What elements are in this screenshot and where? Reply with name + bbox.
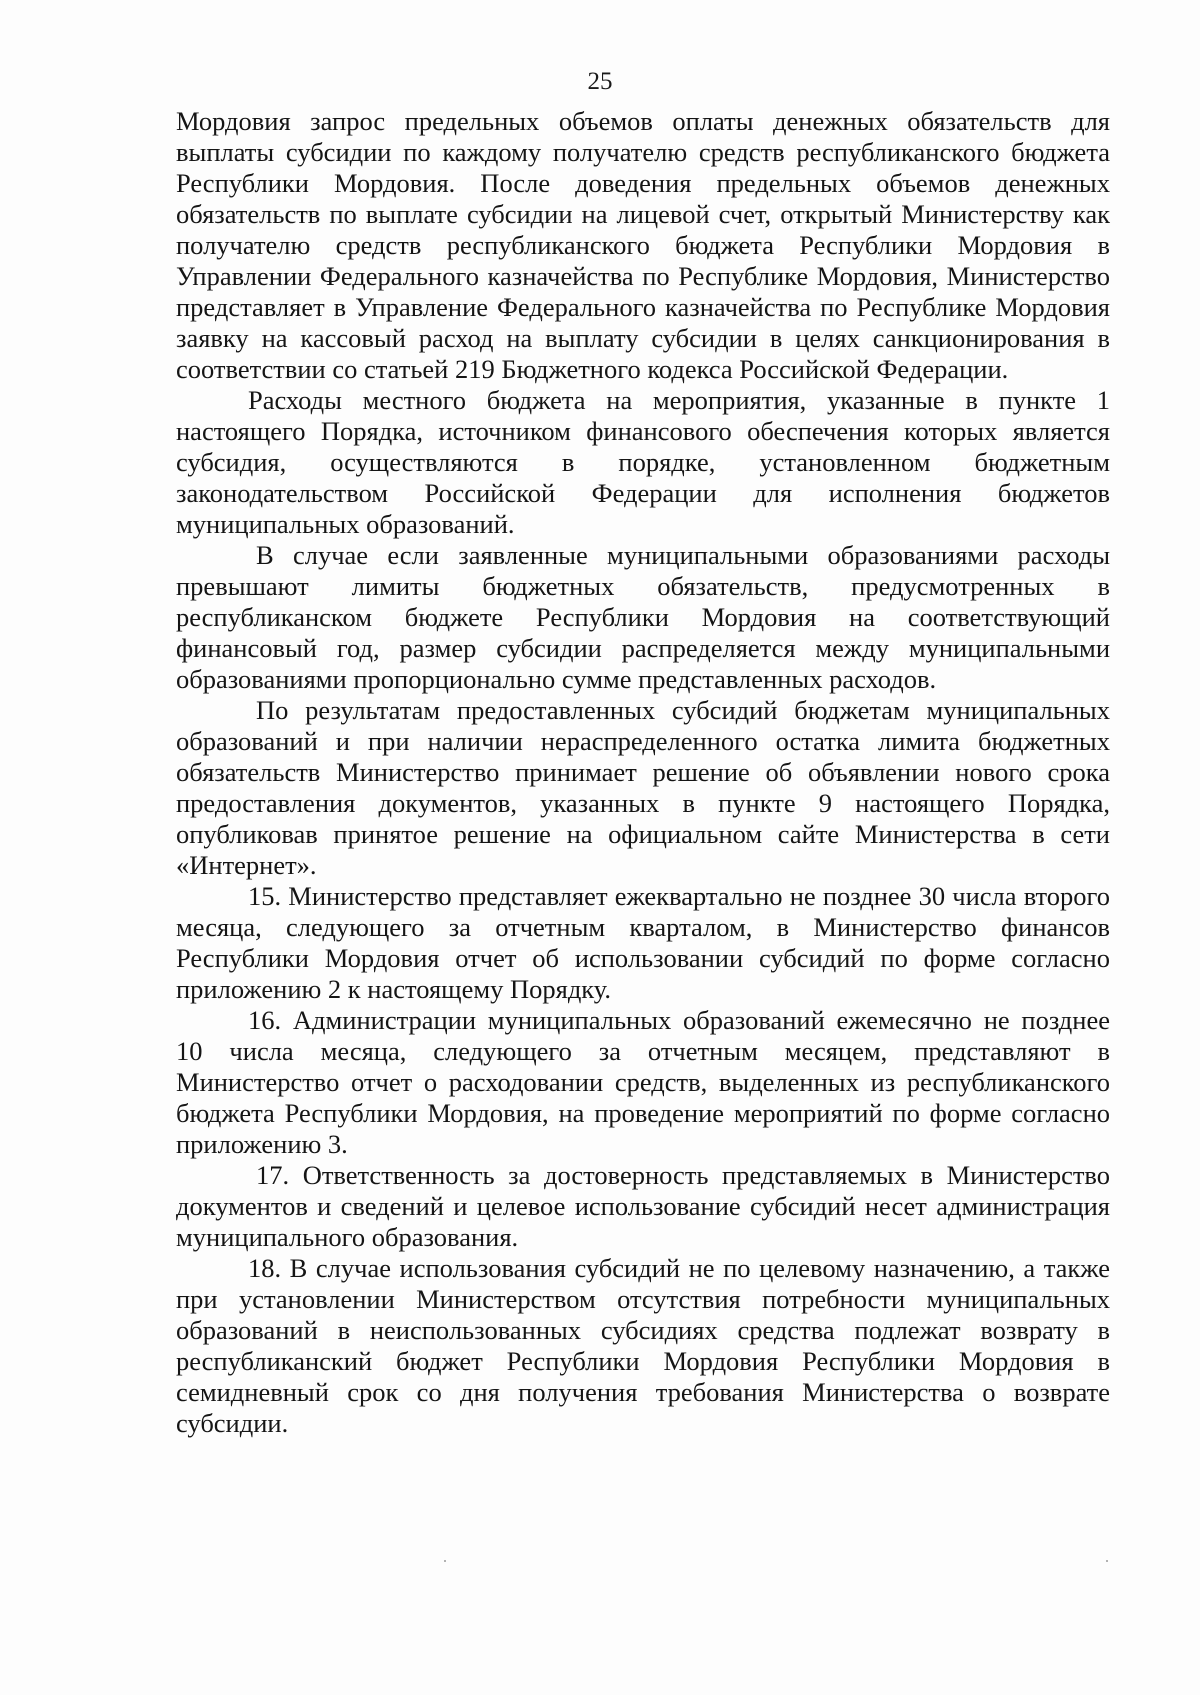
page-number: 25 (587, 68, 613, 95)
scan-speck (1106, 1560, 1108, 1562)
paragraph-item-18: 18. В случае использования субсидий не по целевому назначению, а также при установлении Министерством отсутствия потребности муниципальных образований в неиспользованных субсидиях средства подлежат возврату в республиканский бюджет Республики Мордовия Республики Мордовия в семидневный срок со дня получения требования Министерства о возврате субсидии. (176, 1253, 1110, 1438)
paragraph-item-15: 15. Министерство представляет ежеквартально не позднее 30 числа второго месяца, следующего за отчетным кварталом, в Министерство финансов Республики Мордовия отчет об использовании субсидий по форме согласно приложению 2 к настоящему Порядку. (176, 881, 1110, 1004)
scan-speck (444, 1560, 446, 1562)
paragraph-new-submission-term: По результатам предоставленных субсидий бюджетам муниципальных образований и при наличии нераспределенного остатка лимита бюджетных обязательств Министерство принимает решение об объявлении нового срока предоставления документов, указанных в пункте 9 настоящего Порядка, опубликовав принятое решение на официальном сайте Министерства в сети «Интернет». (176, 695, 1110, 880)
paragraph-local-budget: Расходы местного бюджета на мероприятия, указанные в пункте 1 настоящего Порядка, источником финансового обеспечения которых является субсидия, осуществляются в порядке, установленном бюджетным законодательством Российской Федерации для исполнения бюджетов муниципальных образований. (176, 385, 1110, 539)
document-body (176, 106, 1110, 1439)
paragraph-item-16: 16. Администрации муниципальных образований ежемесячно не позднее 10 числа месяца, следующего за отчетным месяцем, представляют в Министерство отчет о расходовании средств, выделенных из республиканского бюджета Республики Мордовия, на проведение мероприятий по форме согласно приложению 3. (176, 1005, 1110, 1159)
paragraph-proportional-distribution: В случае если заявленные муниципальными образованиями расходы превышают лимиты бюджетных обязательств, предусмотренных в республиканском бюджете Республики Мордовия на соответствующий финансовый год, размер субсидии распределяется между муниципальными образованиями пропорционально сумме представленных расходов. (176, 540, 1110, 694)
paragraph-continuation: Мордовия запрос предельных объемов оплаты денежных обязательств для выплаты субсидии по каждому получателю средств республиканского бюджета Республики Мордовия. После доведения предельных объемов денежных обязательств по выплате субсидии на лицевой счет, открытый Министерству как получателю средств республиканского бюджета Республики Мордовия в Управлении Федерального казначейства по Республике Мордовия, Министерство представляет в Управление Федерального казначейства по Республике Мордовия заявку на кассовый расход на выплату субсидии в целях санкционирования в соответствии со статьей 219 Бюджетного кодекса Российской Федерации. (176, 106, 1110, 384)
paragraph-item-17: 17. Ответственность за достоверность представляемых в Министерство документов и сведений и целевое использование субсидий несет администрация муниципального образования. (176, 1160, 1110, 1252)
